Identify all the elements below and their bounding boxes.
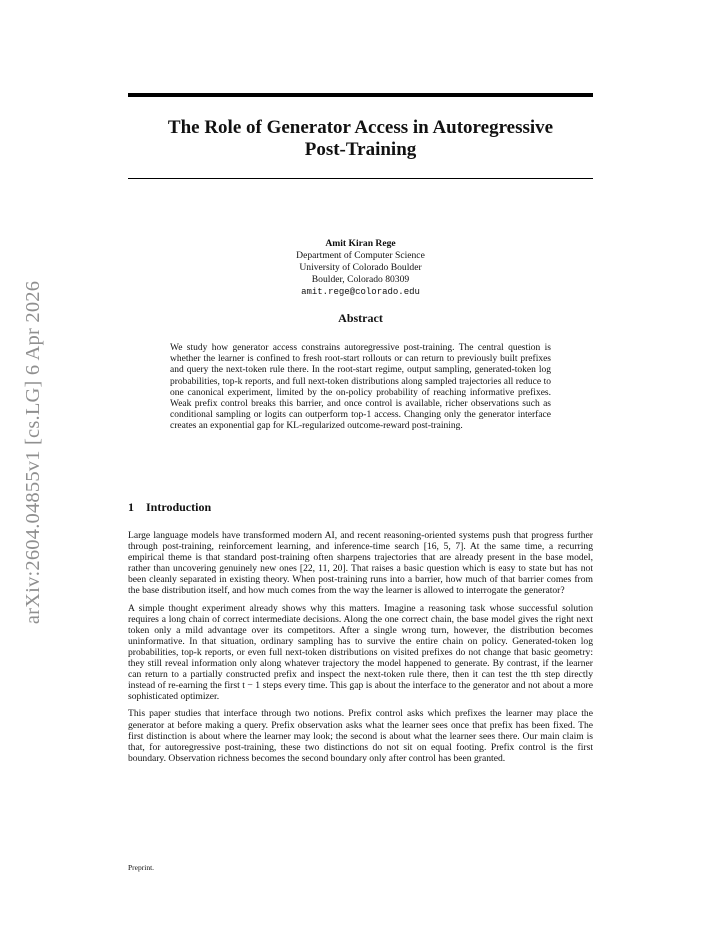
section-title: Introduction — [146, 500, 212, 514]
intro-paragraph: Large language models have transformed modern AI, and recent reasoning-oriented systems push that progress further through post-training, reinforcement learning, and inference-time search [16, 5, 7]. At the same time, a recurring empirical theme is that standard post-training often sharpens trajectories that are already present in the base model, rather than uncovering genuinely new ones [22, 11, 20]. That raises a basic question which is easy to state but has not been cleanly separated in existing theory. When post-training runs into a barrier, how much of that barrier comes from the base distribution itself, and how much comes from the way the learner is allowed to interrogate the generator? — [128, 530, 593, 597]
author-email[interactable]: amit.rege@colorado.edu — [301, 287, 420, 297]
author-location: Boulder, Colorado 80309 — [311, 274, 410, 285]
arxiv-identifier-stamp — [8, 262, 60, 642]
section-heading — [128, 500, 211, 515]
abstract-text: We study how generator access constrains autoregressive post-training. The central question is whether the learner is confined to fresh root-start rollouts or can return to previously built prefixes and query the next-token rule there. In the root-start regime, output sampling, generated-token log probabilities, top-k reports, and full next-token distributions along sampled trajectories all reduce to one canonical experiment, limited by the on-policy probability of reaching informative prefixes. Weak prefix control breaks this barrier, and once control is available, richer observations such as conditional sampling or logits can outperform top-1 access. Changing only the generator interface creates an exponential gap for KL-regularized outcome-reward post-training. — [170, 343, 551, 432]
paper-title-line-2: Post-Training — [304, 139, 417, 160]
author-department: Department of Computer Science — [296, 250, 425, 261]
section-number: 1 — [128, 500, 134, 514]
intro-paragraph: A simple thought experiment already shows why this matters. Imagine a reasoning task whose successful solution requires a long chain of correct intermediate decisions. Along the one correct chain, the base model gives the right next token only a mild advantage over its competitors. After a single wrong turn, however, the distribution becomes uninformative. In that situation, ordinary sampling has to survive the entire chain on policy. Generated-token log probabilities, top-k reports, or even full next-token distributions on visited prefixes do not change that basic geometry: they still reveal information only along whatever trajectory the model happened to generate. By contrast, if the learner can return to a partially constructed prefix and inspect the next-token rule there, then it can test the tth step directly instead of re-earning the first t − 1 steps every time. This gap is about the interface to the generator and not about a more sophisticated optimizer. — [128, 602, 593, 703]
title-top-rule — [128, 93, 593, 97]
introduction-body — [128, 530, 593, 770]
intro-paragraph: This paper studies that interface through two notions. Prefix control asks which prefixes the learner may place the generator at before making a query. Prefix observation asks what the learner sees once that prefix has been fixed. The first distinction is about where the learner may look; the second is about what the learner sees there. Our main claim is that, for autoregressive post-training, these two distinctions do not sit on equal footing. Prefix control is the first boundary. Observation richness becomes the second boundary only after control has been granted. — [128, 708, 593, 764]
paper-title-line-1: The Role of Generator Access in Autoregressive — [167, 117, 554, 138]
paper-title — [128, 117, 593, 161]
author-name: Amit Kiran Rege — [325, 238, 396, 249]
title-bottom-rule — [128, 178, 593, 179]
author-block — [128, 238, 593, 298]
author-university: University of Colorado Boulder — [299, 262, 422, 273]
abstract-heading: Abstract — [338, 311, 383, 325]
arxiv-stamp-text: arXiv:2604.04855v1 [cs.LG] 6 Apr 2026 — [22, 280, 45, 624]
preprint-footnote: Preprint. — [128, 863, 155, 872]
